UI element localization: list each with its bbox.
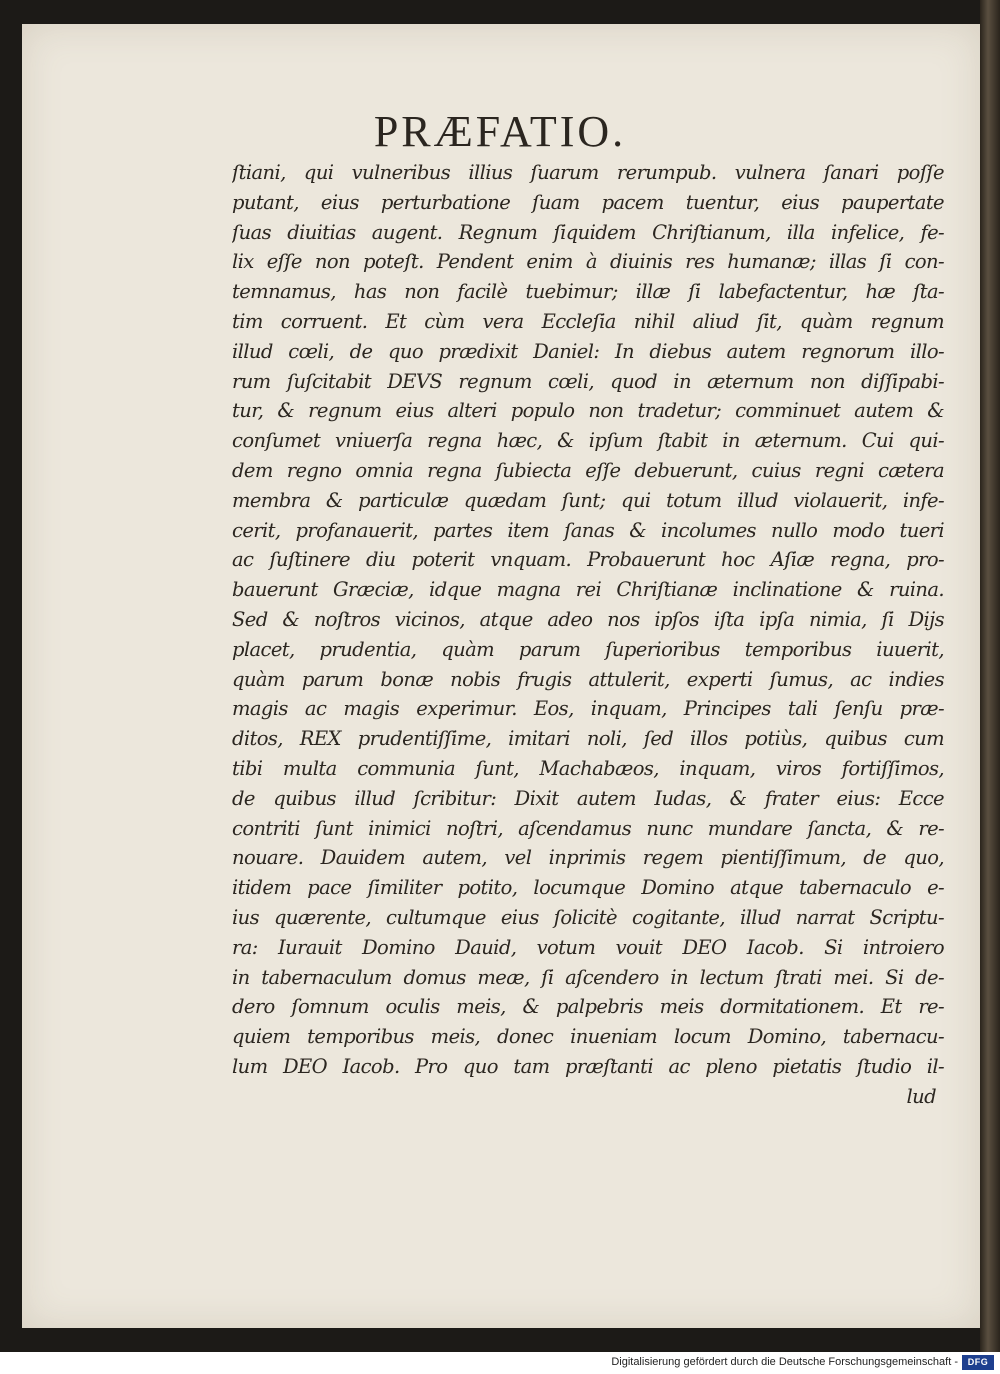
text-line: in tabernaculum domus meæ, ſi aſcendero in lectum ſtrati mei. Si de-	[232, 965, 944, 989]
text-line: ra: Iurauit Domino Dauid, votum vouit DEO Iacob. Si introiero	[232, 935, 944, 959]
text-line: tibi multa communia ſunt, Machabæos, inquam, viros fortiſſimos,	[232, 756, 944, 780]
page-heading: PRÆFATIO.	[373, 107, 627, 156]
text-line: conſumet vniuerſa regna hæc, & ipſum ſtabit in æternum. Cui qui-	[232, 429, 944, 453]
text-line: membra & particulæ quædam ſunt; qui totum illud violauerit, infe-	[232, 488, 944, 512]
text-line: cerit, profanauerit, partes item ſanas & incolumes nullo modo tueri	[232, 518, 944, 542]
catchword: lud	[906, 1084, 936, 1108]
text-line: placet, prudentia, quàm parum ſuperioribus temporibus iuuerit,	[232, 637, 944, 661]
text-line: ſtiani, qui vulneribus illius ſuarum rerumpub. vulnera ſanari poſſe	[232, 161, 944, 184]
body-text	[232, 158, 944, 1112]
text-line: magis ac magis experimur. Eos, inquam, Principes tali ſenſu præ-	[232, 697, 944, 721]
text-line: dem regno omnia regna ſubiecta eſſe debuerunt, cuius regni cætera	[232, 458, 944, 482]
dfg-logo: DFG	[962, 1355, 994, 1370]
text-line: contriti ſunt inimici noſtri, aſcendamus nunc mundare ſancta, & re-	[232, 816, 944, 840]
text-line: itidem pace ſimiliter potito, locumque Domino atque tabernaculo e-	[232, 876, 944, 900]
text-line: lum DEO Iacob. Pro quo tam præſtanti ac pleno pietatis ſtudio il-	[232, 1054, 944, 1078]
text-line: de quibus illud ſcribitur: Dixit autem Iudas, & frater eius: Ecce	[232, 786, 944, 810]
text-line: rum ſuſcitabit DEVS regnum cœli, quod in æternum non diſſipabi-	[232, 369, 944, 393]
text-line: dero ſomnum oculis meis, & palpebris meis dormitationem. Et re-	[232, 995, 944, 1019]
funding-credit: Digitalisierung gefördert durch die Deutsche Forschungsgemeinschaft -	[611, 1356, 958, 1368]
text-line: putant, eius perturbatione ſuam pacem tuentur, eius paupertate	[232, 190, 944, 214]
text-line: ac ſuſtinere diu poterit vnquam. Probauerunt hoc Aſiæ regna, pro-	[232, 548, 944, 572]
text-line: ius quærente, cultumque eius ſolicitè cogitante, illud narrat Scriptu-	[232, 905, 944, 929]
text-line: lix eſſe non poteſt. Pendent enim à diuinis res humanæ; illas ſi con-	[232, 250, 944, 274]
text-line: ſuas diuitias augent. Regnum ſiquidem Chriſtianum, illa infelice, fe-	[232, 220, 944, 244]
text-line: tim corruent. Et cùm vera Eccleſia nihil aliud ſit, quàm regnum	[232, 309, 944, 333]
text-line: ditos, REX prudentiſſime, imitari noli, ſed illos potiùs, quibus cum	[232, 727, 944, 751]
footer-bar	[0, 1352, 1000, 1374]
text-line: bauerunt Græciæ, idque magna rei Chriſtianæ inclinatione & ruina.	[232, 578, 944, 602]
text-line: quiem temporibus meis, donec inueniam locum Domino, tabernacu-	[232, 1025, 944, 1049]
book-edge	[980, 0, 1000, 1352]
text-line: nouare. Dauidem autem, vel inprimis regem pientiſſimum, de quo,	[232, 846, 944, 870]
text-line: Sed & noſtros vicinos, atque adeo nos ipſos iſta ipſa nimia, ſi Dijs	[232, 607, 944, 631]
text-line: temnamus, has non facilè tuebimur; illæ ſi labefactentur, hæ ſta-	[232, 280, 944, 304]
text-line: tur, & regnum eius alteri populo non tradetur; comminuet autem &	[232, 399, 944, 423]
text-line: illud cœli, de quo prædixit Daniel: In diebus autem regnorum illo-	[232, 339, 944, 363]
text-line: quàm parum bonæ nobis frugis attulerit, experti ſumus, ac indies	[232, 667, 944, 691]
